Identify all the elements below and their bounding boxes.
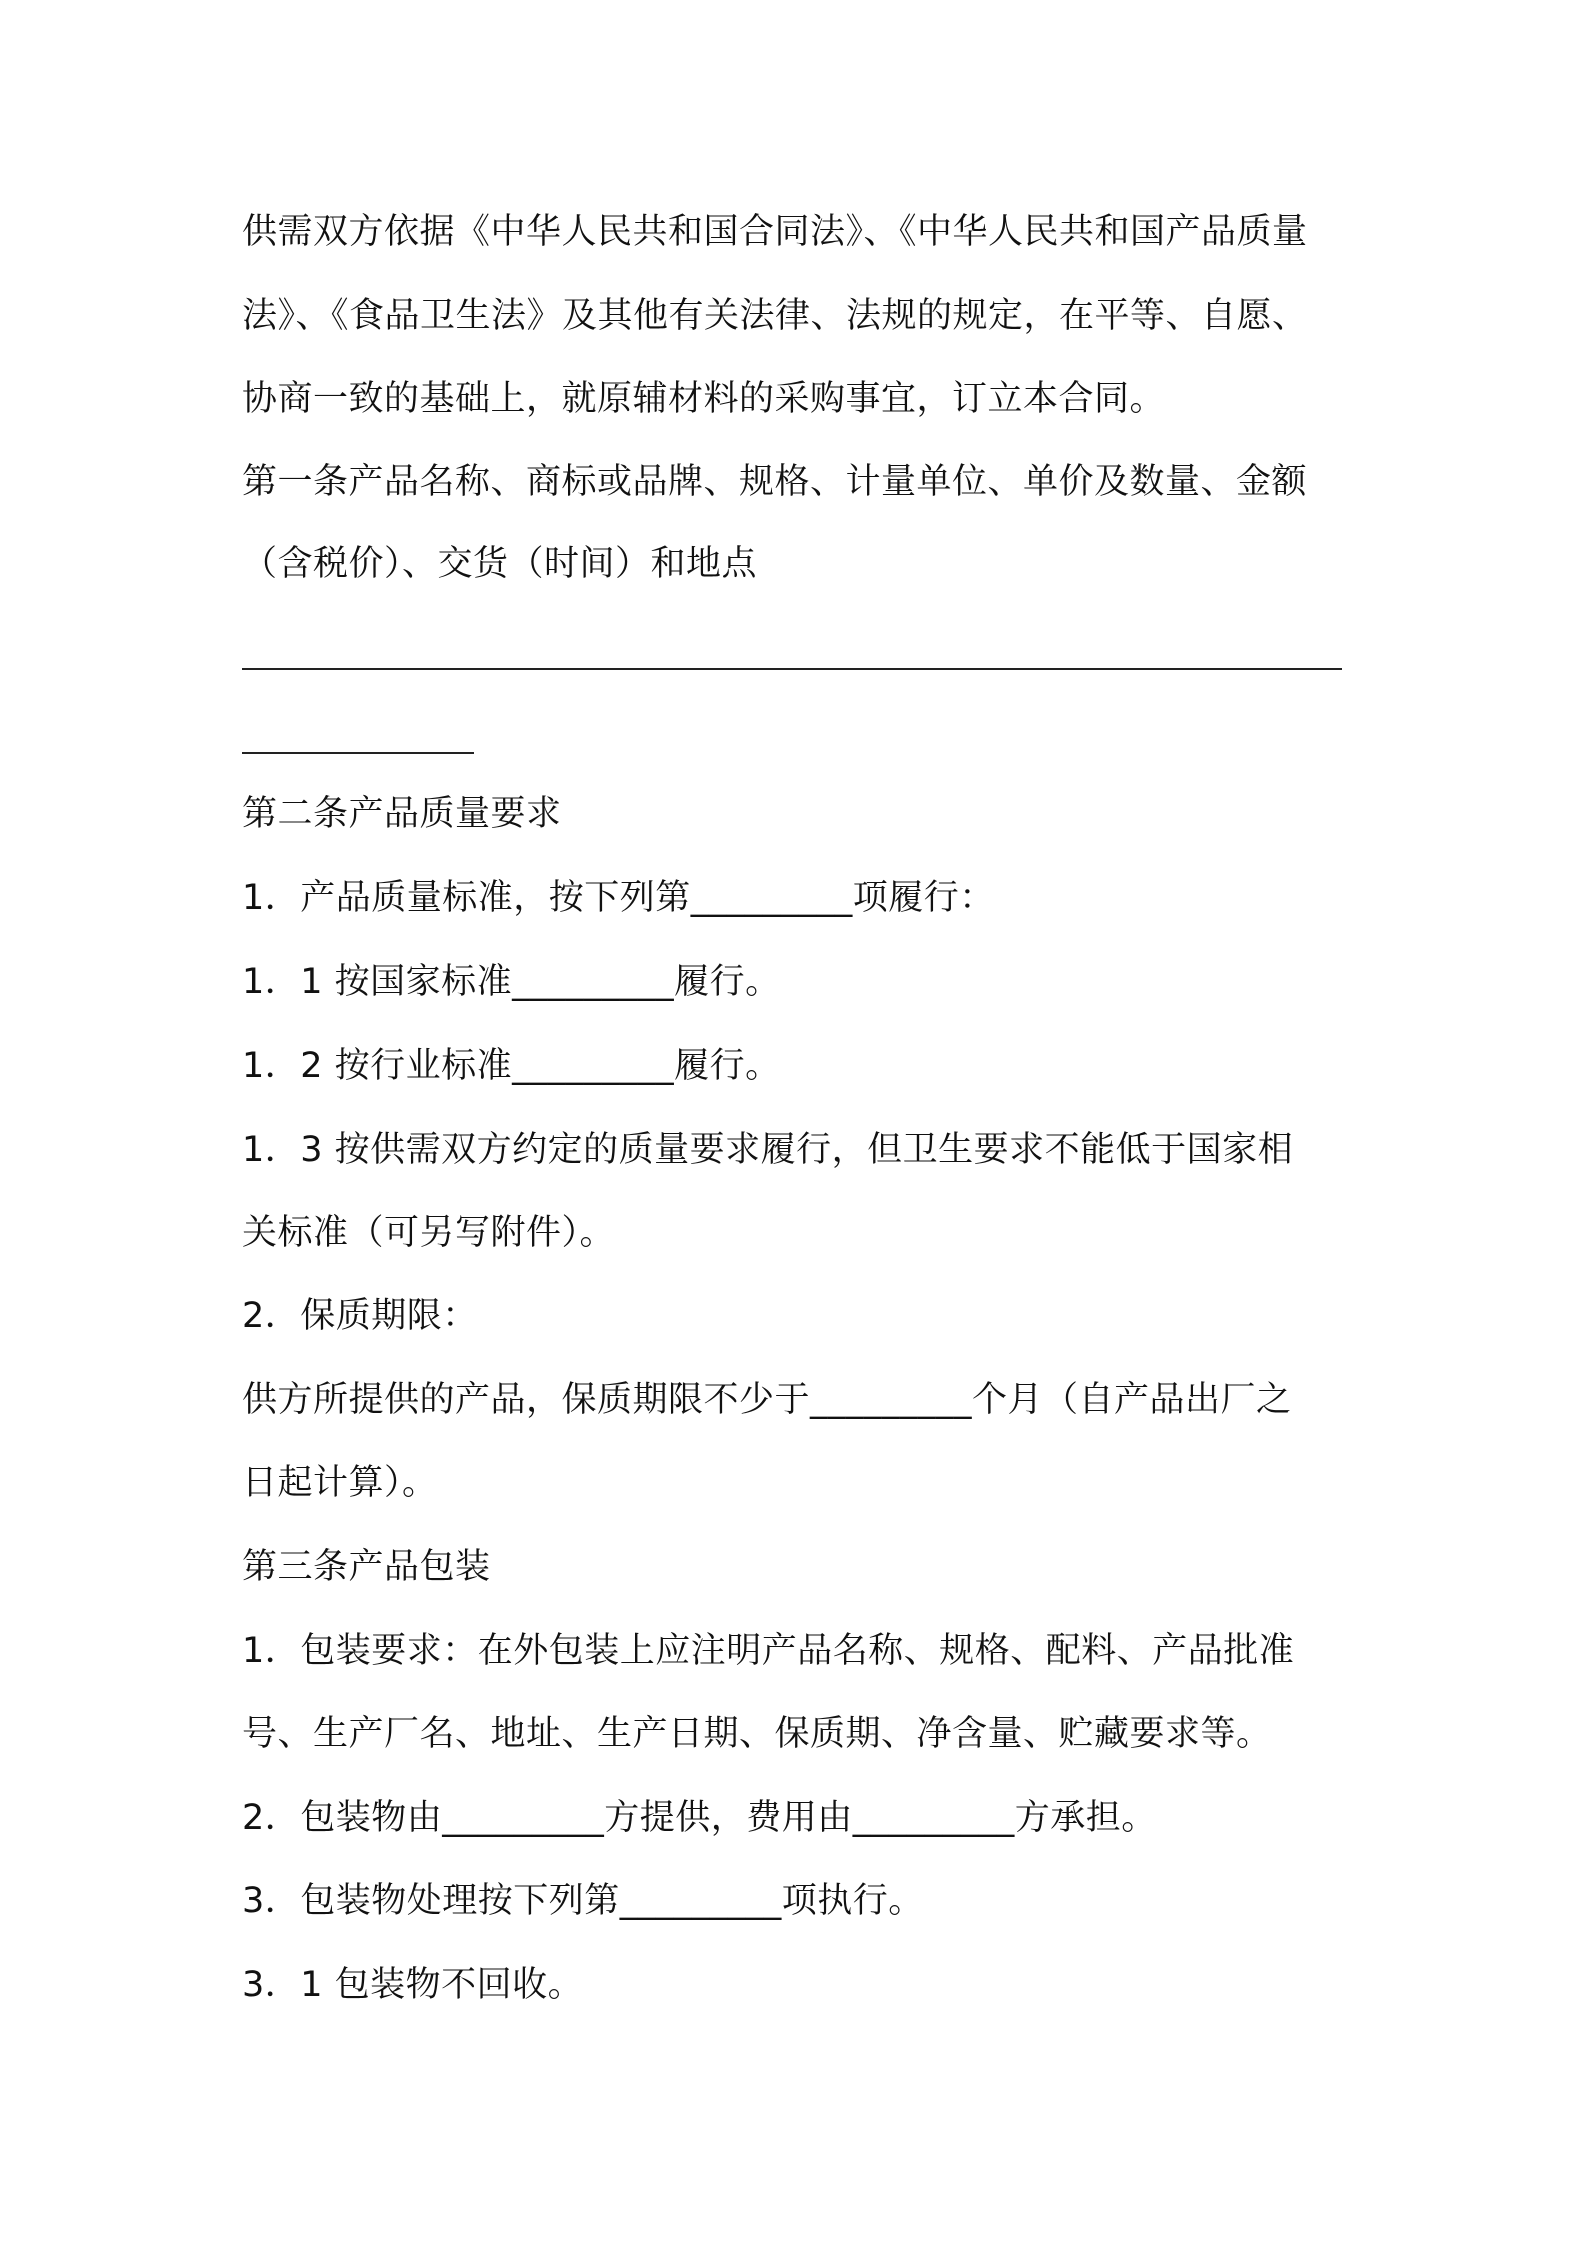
clause-line: 3．包装物处理按下列第_________项执行。 <box>242 1881 924 1921</box>
article-heading: 第三条产品包装 <box>242 1547 491 1587</box>
clause-line: 1．1 按国家标准_________履行。 <box>242 962 781 1002</box>
clause-line: 号、生产厂名、地址、生产日期、保质期、净含量、贮藏要求等。 <box>242 1714 1272 1754</box>
paragraph-line: （含税价）、交货（时间）和地点 <box>242 544 758 584</box>
paragraph-line: 协商一致的基础上，就原辅材料的采购事宜，订立本合同。 <box>242 379 1166 419</box>
clause-line: 供方所提供的产品，保质期限不少于_________个月（自产品出厂之 <box>242 1380 1292 1420</box>
clause-line: 1．2 按行业标准_________履行。 <box>242 1046 781 1086</box>
paragraph-line: 供需双方依据《中华人民共和国合同法》、《中华人民共和国产品质量 <box>242 212 1308 252</box>
article-heading: 第二条产品质量要求 <box>242 794 562 834</box>
article-heading: 第一条产品名称、商标或品牌、规格、计量单位、单价及数量、金额 <box>242 462 1308 502</box>
clause-line: 关标准（可另写附件）。 <box>242 1213 616 1253</box>
clause-line: 1．产品质量标准，按下列第_________项履行： <box>242 878 995 918</box>
clause-line: 3．1 包装物不回收。 <box>242 1965 584 2005</box>
clause-line: 2．包装物由_________方提供，费用由_________方承担。 <box>242 1798 1157 1838</box>
clause-line: 2．保质期限： <box>242 1296 478 1336</box>
clause-line: 日起计算）。 <box>242 1463 438 1503</box>
clause-line: 1．包装要求：在外包装上应注明产品名称、规格、配料、产品批准 <box>242 1631 1295 1671</box>
clause-line: 1．3 按供需双方约定的质量要求履行，但卫生要求不能低于国家相 <box>242 1130 1294 1170</box>
blank-fill-line <box>242 668 1342 670</box>
paragraph-line: 法》、《食品卫生法》及其他有关法律、法规的规定，在平等、自愿、 <box>242 296 1308 336</box>
blank-fill-line <box>242 752 474 754</box>
